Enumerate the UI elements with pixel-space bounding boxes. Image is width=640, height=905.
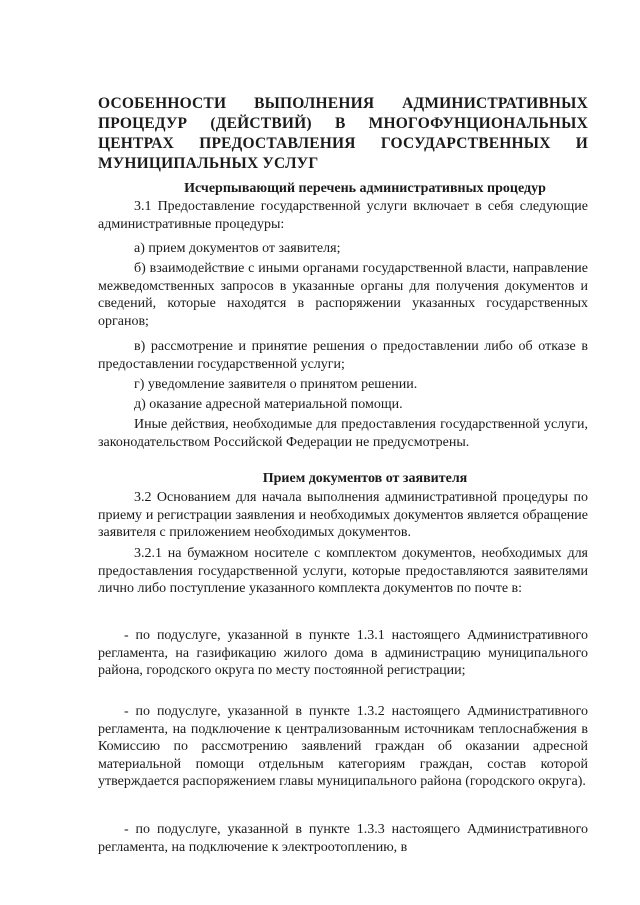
paragraph-3-1: 3.1 Предоставление государственной услуги включает в себя следующие административные процедуры: [98, 199, 588, 232]
paragraph-other-actions: Иные действия, необходимые для предоставления государственной услуги, законодательством Российской Федерации не предусмотрены. [98, 417, 588, 450]
list-item-b: б) взаимодействие с иными органами государственной власти, направление межведомственных запросов в указанные органы для получения документов и сведений, которые находятся в распоряжении указанных государственных органов; [98, 261, 588, 329]
list-item-g: г) уведомление заявителя о принятом решении. [134, 377, 418, 392]
dash-item-1-3-2: - по подуслуге, указанной в пункте 1.3.2 настоящего Административного регламента, на подключение к централизованным источникам теплоснабжения в Комиссию по рассмотрению заявлений граждан об оказании адресной материальной помощи отдельным категориям граждан, состав которой утверждается распоряжением главы муниципального района (городского округа). [98, 704, 588, 790]
section-title-reception: Прием документов от заявителя [262, 471, 468, 486]
dash-item-1-3-1: - по подуслуге, указанной в пункте 1.3.1 настоящего Административного регламента, на газификацию жилого дома в администрацию муниципального района, городского округа по месту постоянной регистрации; [98, 628, 588, 679]
paragraph-3-2-1: 3.2.1 на бумажном носителе с комплектом документов, необходимых для предоставления государственной услуги, которые предоставляются заявителями лично либо поступление указанного комплекта документов по почте в: [98, 546, 588, 597]
section-title-procedures: Исчерпывающий перечень административных процедур [184, 181, 546, 196]
list-item-d: д) оказание адресной материальной помощи. [134, 397, 403, 412]
list-item-a: а) прием документов от заявителя; [134, 241, 341, 256]
dash-item-1-3-3: - по подуслуге, указанной в пункте 1.3.3 настоящего Административного регламента, на подключение к электроотоплению, в [98, 822, 588, 855]
list-item-v: в) рассмотрение и принятие решения о предоставлении либо об отказе в предоставлении государственной услуги; [98, 339, 588, 372]
paragraph-3-2: 3.2 Основанием для начала выполнения административной процедуры по приему и регистрации заявления и необходимых документов является обращение заявителя с приложением необходимых документов. [98, 490, 588, 541]
document-heading: ОСОБЕННОСТИ ВЫПОЛНЕНИЯ АДМИНИСТРАТИВНЫХ ПРОЦЕДУР (ДЕЙСТВИЙ) В МНОГОФУНЦИОНАЛЬНЫХ ЦЕНТРАХ ПРЕДОСТАВЛЕНИЯ ГОСУДАРСТВЕННЫХ И МУНИЦИПАЛЬНЫХ УСЛУГ [98, 95, 588, 172]
